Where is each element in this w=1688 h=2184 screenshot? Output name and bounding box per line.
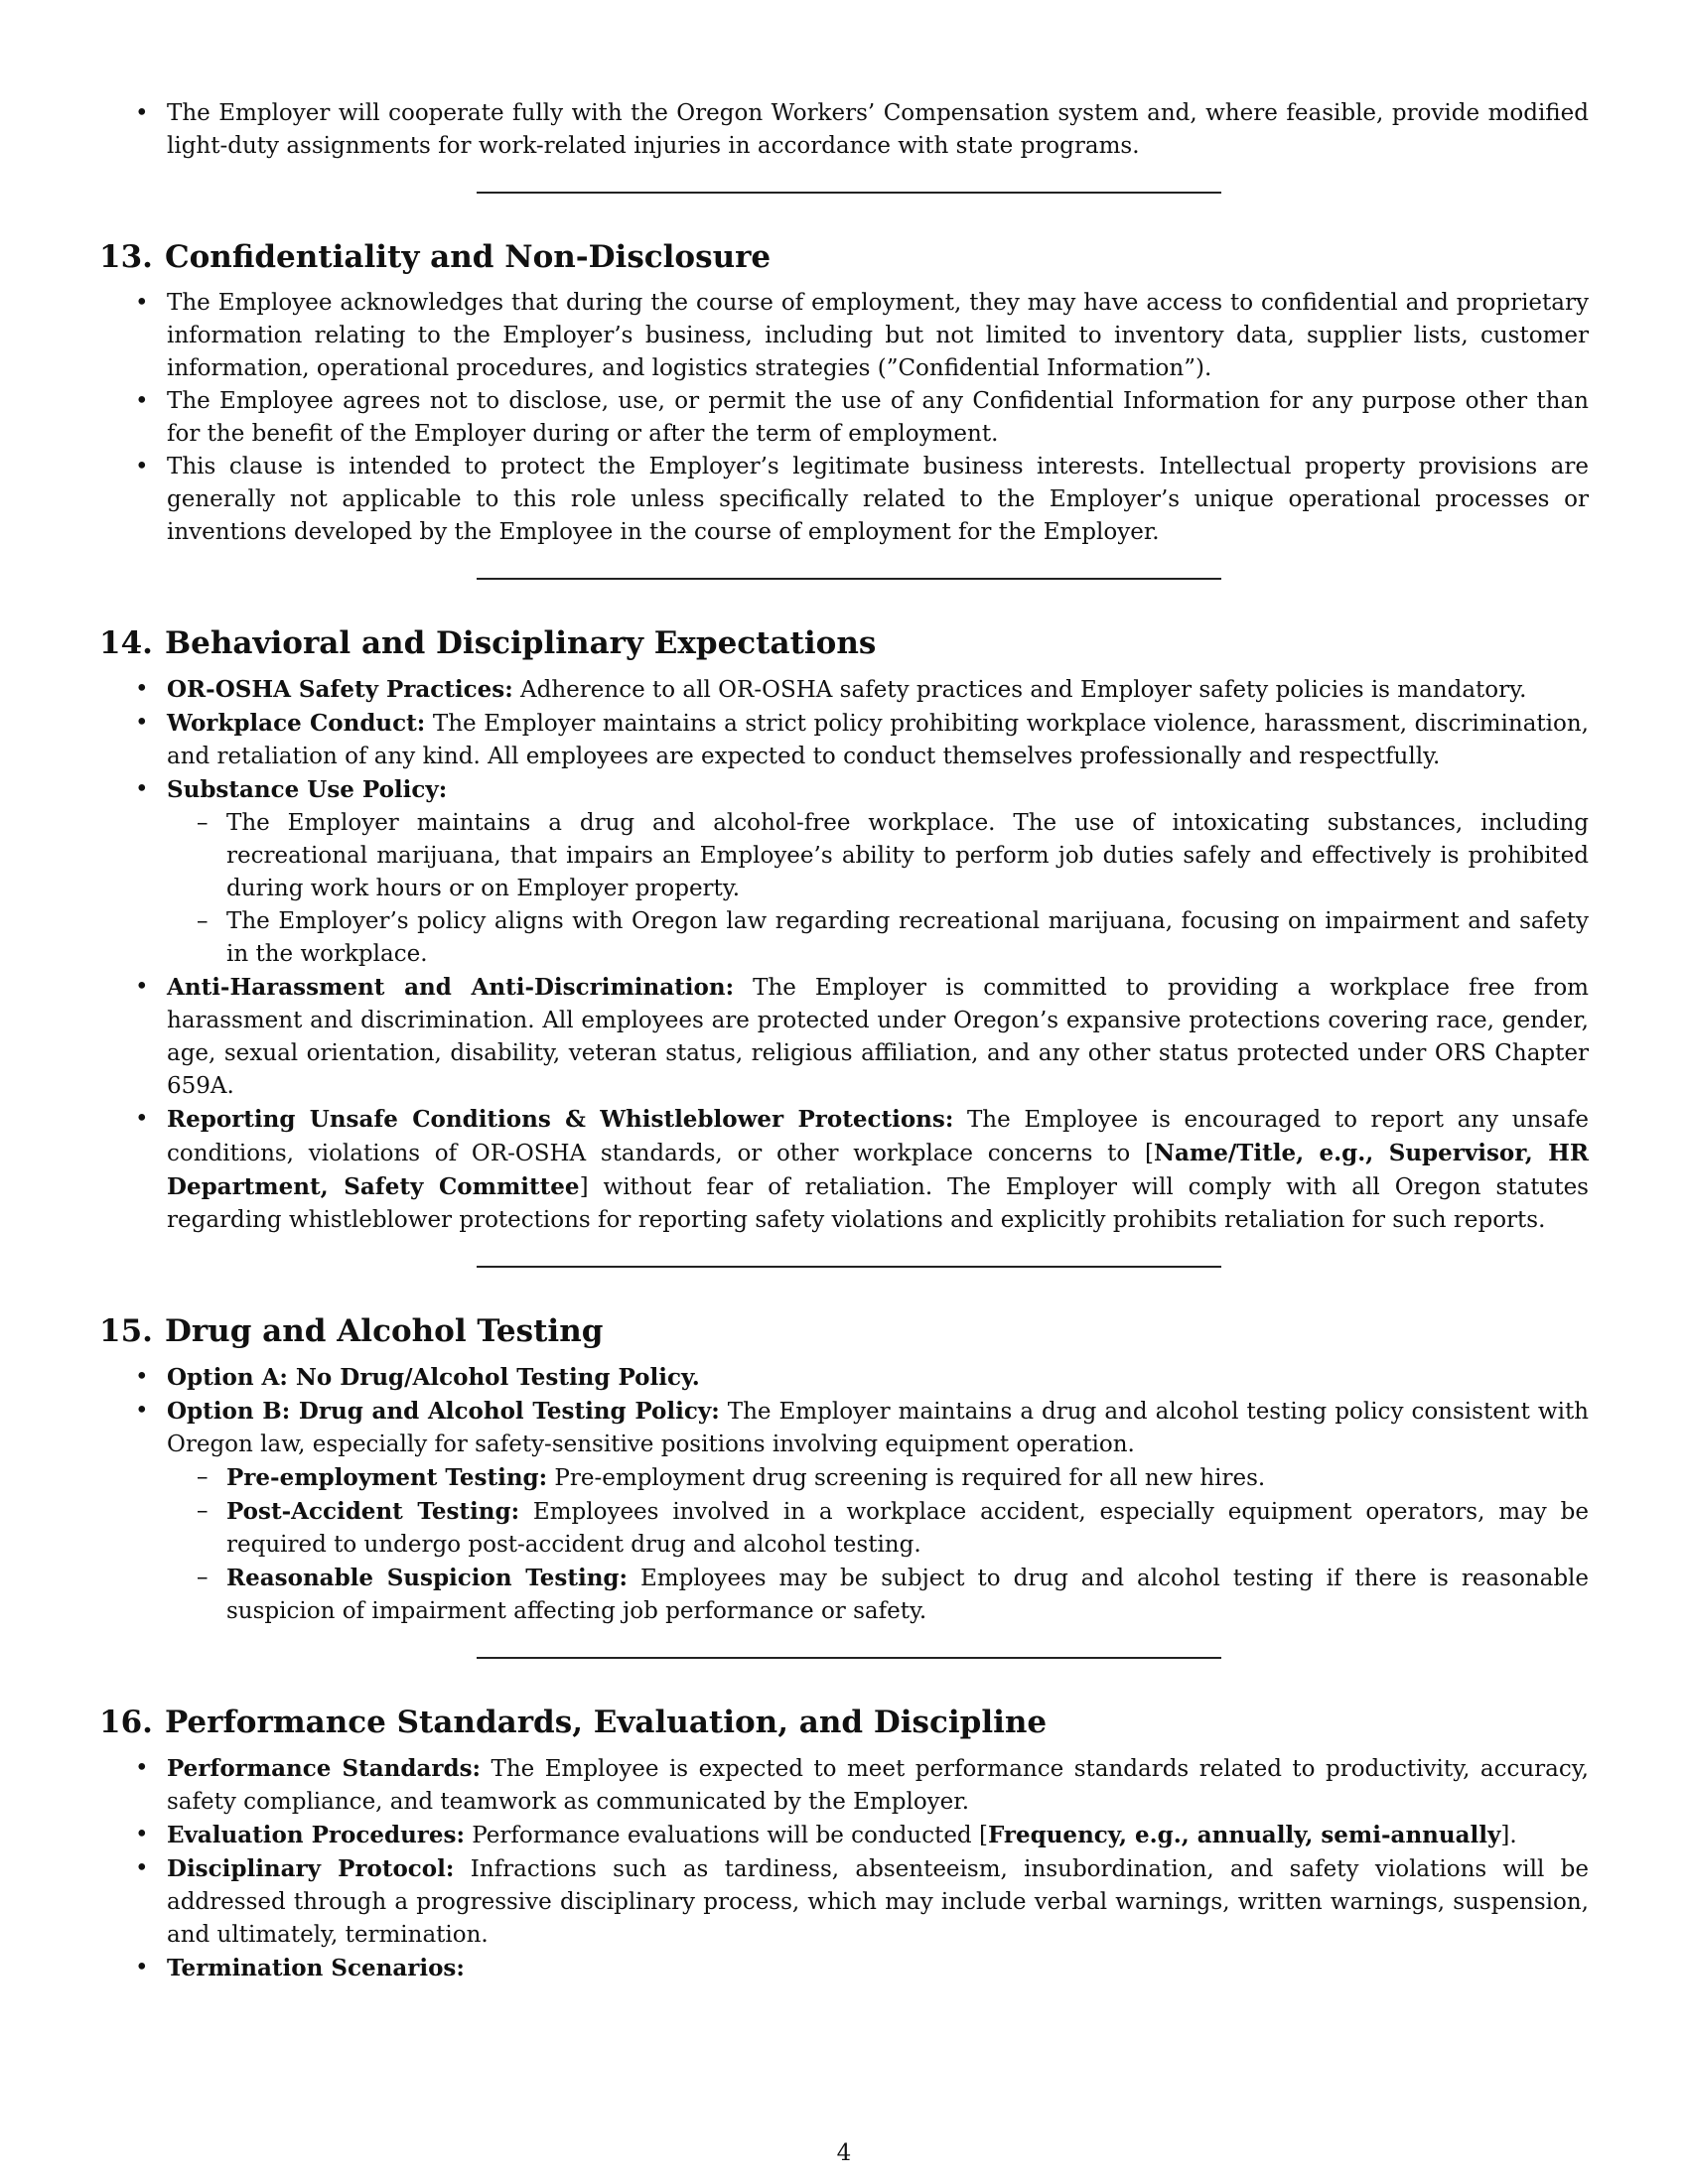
list-item: • The Employee acknowledges that during the course of employment, they may have access to confidential and proprietary information relating to the Employer’s business, including but not limited to inventory data, supplier lists, customer information, operational procedures, and logistics strategies (”Confidential Information”). <box>99 287 1589 385</box>
list-item: • Anti-Harassment and Anti-Discrimination: The Employer is committed to providing a workplace free from harassment and discrimination. All employees are protected under Oregon’s expansive protections covering race, gender, age, sexual orientation, disability, veteran status, religious affiliation, and any other status protected under ORS Chapter 659A. <box>99 971 1589 1103</box>
section-heading-13: 13. Confidentiality and Non-Disclosure <box>99 239 772 275</box>
list-item: • Option A: No Drug/Alcohol Testing Policy. <box>99 1361 1589 1395</box>
section-divider <box>477 578 1221 580</box>
section-14-list <box>99 673 1589 1237</box>
list-item: • Reporting Unsafe Conditions & Whistleblower Protections: The Employee is encouraged to report any unsafe conditions, violations of OR-OSHA standards, or other workplace concerns to [Name/Title, e.g., Supervisor, HR Department, Safety Committee] without fear of retaliation. The Employer will comply with all Oregon statutes regarding whistleblower protections for reporting safety violations and explicitly prohibits retaliation for such reports. <box>99 1103 1589 1237</box>
list-item: • Option B: Drug and Alcohol Testing Policy: The Employer maintains a drug and alcohol testing policy consistent with Oregon law, especially for safety-sensitive positions involving equipment operation. – Pre-employment Testing: Pre-employment drug screening is required for all new hires. – Post-Accident Testing: Employees involved in a workplace accident, especially equipment operators, may be required to undergo post-accident drug and alcohol testing. – Reasonable Suspicion Testing: Employees may be subject to drug and alcohol testing if there is reasonable suspicion of impairment affecting job performance or safety. <box>99 1395 1589 1628</box>
section-16-list <box>99 1752 1589 1985</box>
list-item: • Substance Use Policy: – The Employer maintains a drug and alcohol-free workplace. The use of intoxicating substances, including recreational marijuana, that impairs an Employee’s ability to perform job duties safely and effectively is prohibited during work hours or on Employer property. – The Employer’s policy aligns with Oregon law regarding recreational marijuana, focusing on impairment and safety in the workplace. <box>99 773 1589 971</box>
section-divider <box>477 192 1221 194</box>
substance-sublist <box>165 807 1589 971</box>
list-item: • Termination Scenarios: <box>99 1952 1589 1985</box>
section-heading-14: 14. Behavioral and Disciplinary Expectations <box>99 625 877 661</box>
list-item: • The Employer will cooperate fully with the Oregon Workers’ Compensation system and, where feasible, provide modified light-duty assignments for work-related injuries in accordance with state programs. <box>99 97 1589 163</box>
list-item: • Disciplinary Protocol: Infractions such as tardiness, absenteeism, insubordination, and safety violations will be addressed through a progressive disciplinary process, which may include verbal warnings, written warnings, suspension, and ultimately, termination. <box>99 1852 1589 1952</box>
document-page <box>99 97 1589 1985</box>
section-15-list <box>99 1361 1589 1628</box>
section-divider <box>477 1266 1221 1268</box>
placeholder-text: Frequency, e.g., annually, semi-annually <box>987 1822 1501 1848</box>
sub-list-item: – Post-Accident Testing: Employees involved in a workplace accident, especially equipment operators, may be required to undergo post-accident drug and alcohol testing. <box>165 1495 1589 1562</box>
page-number: 4 <box>836 2140 852 2166</box>
list-item: • Workplace Conduct: The Employer maintains a strict policy prohibiting workplace violence, harassment, discrimination, and retaliation of any kind. All employees are expected to conduct themselves professionally and respectfully. <box>99 707 1589 773</box>
list-item: • Performance Standards: The Employee is expected to meet performance standards related to productivity, accuracy, safety compliance, and teamwork as communicated by the Employer. <box>99 1752 1589 1819</box>
sub-list-item: – The Employer’s policy aligns with Oregon law regarding recreational marijuana, focusing on impairment and safety in the workplace. <box>165 905 1589 971</box>
list-item: • This clause is intended to protect the Employer’s legitimate business interests. Intellectual property provisions are generally not applicable to this role unless specifically related to the Employer’s unique operational processes or inventions developed by the Employee in the course of employment for the Employer. <box>99 451 1589 549</box>
sub-list-item: – Reasonable Suspicion Testing: Employees may be subject to drug and alcohol testing if there is reasonable suspicion of impairment affecting job performance or safety. <box>165 1562 1589 1628</box>
testing-sublist <box>165 1461 1589 1628</box>
sub-list-item: – Pre-employment Testing: Pre-employment drug screening is required for all new hires. <box>165 1461 1589 1495</box>
list-item: • The Employee agrees not to disclose, use, or permit the use of any Confidential Information for any purpose other than for the benefit of the Employer during or after the term of employment. <box>99 385 1589 451</box>
list-item: • OR-OSHA Safety Practices: Adherence to all OR-OSHA safety practices and Employer safety policies is mandatory. <box>99 673 1589 707</box>
sub-list-item: – The Employer maintains a drug and alcohol-free workplace. The use of intoxicating substances, including recreational marijuana, that impairs an Employee’s ability to perform job duties safely and effectively is prohibited during work hours or on Employer property. <box>165 807 1589 905</box>
section-13-list <box>99 287 1589 549</box>
placeholder-text: Name/Title, e.g., Supervisor, HR Department, Safety Committee <box>167 1140 1590 1200</box>
intro-list <box>99 97 1589 163</box>
list-item: • Evaluation Procedures: Performance evaluations will be conducted [Frequency, e.g., annually, semi-annually]. <box>99 1819 1589 1852</box>
section-heading-15: 15. Drug and Alcohol Testing <box>99 1313 604 1349</box>
section-heading-16: 16. Performance Standards, Evaluation, and Discipline <box>99 1705 1048 1740</box>
section-divider <box>477 1657 1221 1659</box>
